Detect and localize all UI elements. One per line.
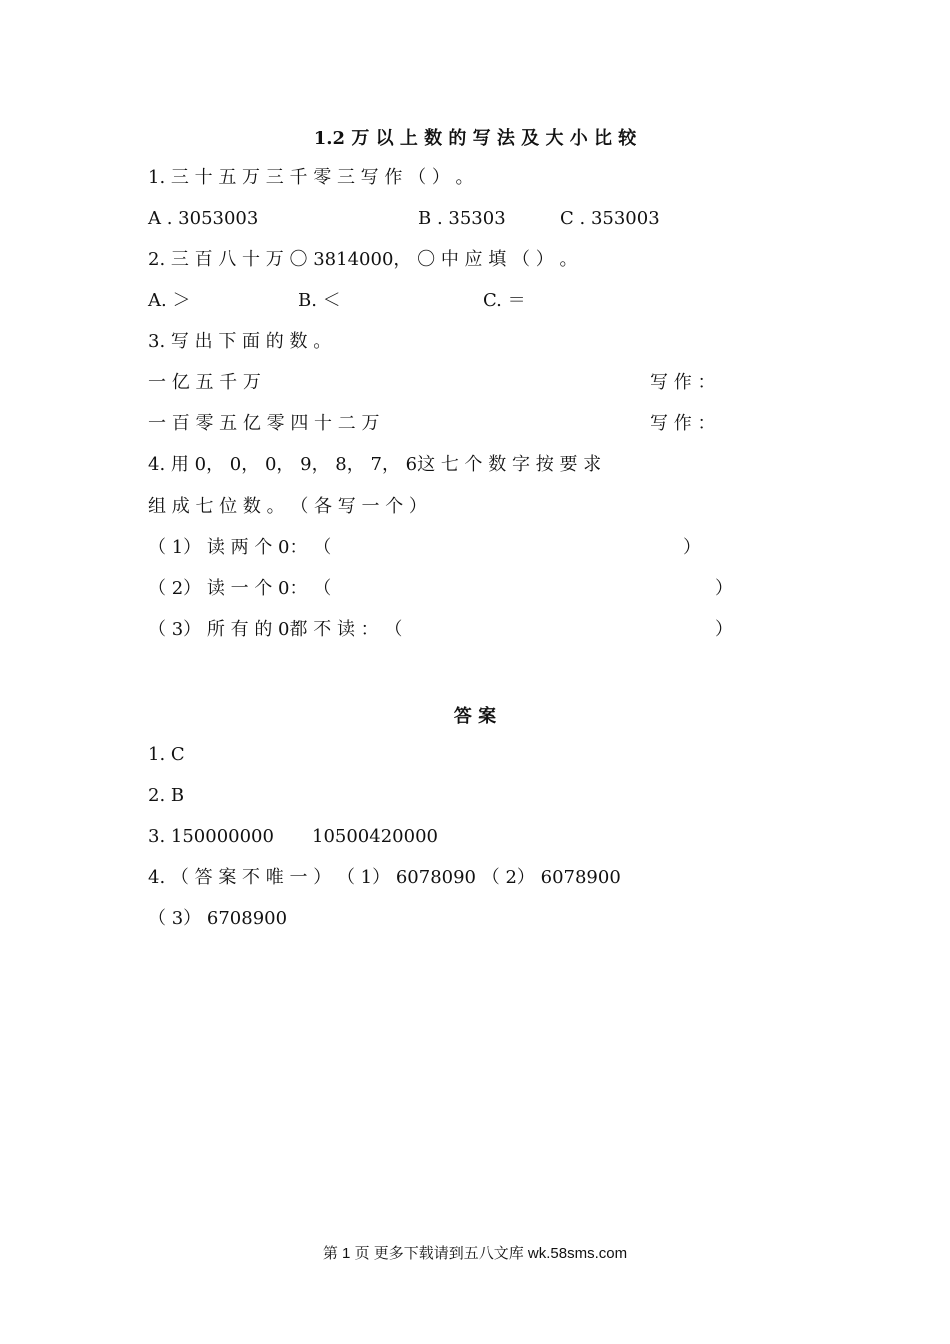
q1-option-c: C . 353003 — [560, 208, 660, 229]
question-2-stem: 2. 三 百 八 十 万 〇 3814000， 〇 中 应 填 （ ） 。 — [148, 249, 578, 270]
page-title: 1.2 万 以 上 数 的 写 法 及 大 小 比 较 — [313, 128, 637, 149]
answer-4-line2: （ 3） 6708900 — [148, 908, 288, 929]
answer-3-part-1: 3. 150000000 — [148, 826, 274, 847]
q2-option-a: A. ＞ — [148, 290, 191, 311]
page-footer: 第 1 页 更多下载请到五八文库 wk.58sms.com — [322, 1245, 628, 1262]
q2-option-c: C. ＝ — [483, 290, 526, 311]
q4-sub-2: （ 2） 读 一 个 0： （ — [148, 578, 332, 599]
answer-2: 2. B — [148, 785, 185, 806]
q4-sub-1: （ 1） 读 两 个 0： （ — [148, 537, 332, 558]
question-4-stem-line1: 4. 用 0， 0， 0， 9， 8， 7， 6这 七 个 数 字 按 要 求 — [148, 454, 602, 475]
q3-item-2: 一 百 零 五 亿 零 四 十 二 万 — [148, 413, 380, 434]
q4-sub-3-close: ） — [715, 619, 733, 640]
answer-3-part-2: 10500420000 — [312, 826, 438, 847]
q4-sub-1-close: ） — [683, 537, 701, 558]
q1-option-a: A . 3053003 — [148, 208, 259, 229]
question-3-stem: 3. 写 出 下 面 的 数 。 — [148, 331, 332, 352]
answer-4-line1: 4. （ 答 案 不 唯 一 ） （ 1） 6078090 （ 2） 6078900 — [148, 867, 621, 888]
q3-item-1: 一 亿 五 千 万 — [148, 372, 261, 393]
q3-item-2-label: 写 作 ： — [650, 413, 716, 434]
question-4-stem-line2: 组 成 七 位 数 。 （ 各 写 一 个 ） — [148, 496, 427, 517]
answer-1: 1. C — [148, 744, 185, 765]
q2-option-b: B. ＜ — [298, 290, 341, 311]
q4-sub-2-close: ） — [715, 578, 733, 599]
answers-heading: 答 案 — [453, 706, 497, 727]
question-1-stem: 1. 三 十 五 万 三 千 零 三 写 作 （ ） 。 — [148, 167, 474, 188]
q1-option-b: B . 35303 — [418, 208, 506, 229]
q4-sub-3: （ 3） 所 有 的 0都 不 读 ： （ — [148, 619, 403, 640]
q3-item-1-label: 写 作 ： — [650, 372, 716, 393]
